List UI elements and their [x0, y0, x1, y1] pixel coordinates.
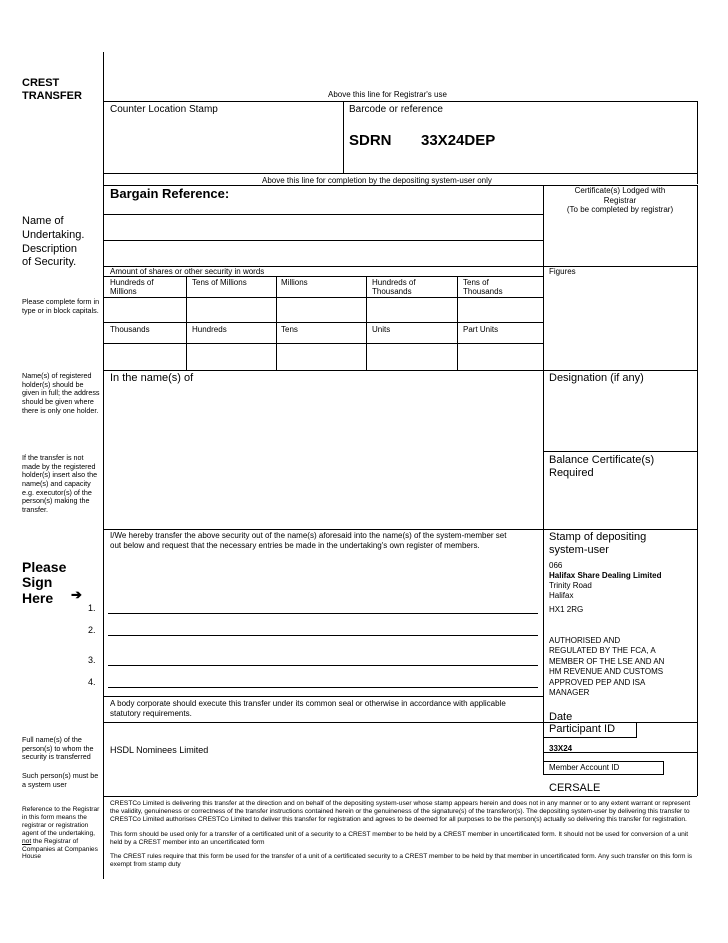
stamp-code: 066	[549, 561, 563, 570]
signature-number-3: 3.	[88, 655, 96, 665]
date-label: Date	[549, 711, 573, 723]
stamp-label: Stamp of depositing system-user	[549, 531, 647, 557]
cersale-label: CERSALE	[549, 782, 601, 794]
form-title: CREST TRANSFER	[22, 77, 82, 103]
arrow-right-icon: ➔	[71, 587, 82, 602]
body-corporate-note: A body corporate should execute this transfer under its common seal or otherwise in accordance with applicable statutory requirements.	[110, 699, 506, 718]
unit-tens: Tens	[281, 325, 298, 334]
balance-certificate-label: Balance Certificate(s) Required	[549, 454, 655, 480]
barcode-label: Barcode or reference	[349, 104, 443, 115]
field-tens-of-thousands[interactable]	[458, 298, 543, 322]
field-hundreds-of-millions[interactable]	[104, 298, 186, 322]
signature-field-1[interactable]	[108, 598, 538, 613]
counter-stamp-label: Counter Location Stamp	[110, 104, 218, 115]
field-hundreds[interactable]	[187, 344, 276, 370]
unit-hundreds: Hundreds	[192, 325, 227, 334]
field-thousands[interactable]	[104, 344, 186, 370]
signature-number-1: 1.	[88, 603, 96, 613]
unit-thousands: Thousands	[110, 325, 150, 334]
signature-field-3[interactable]	[108, 650, 538, 665]
signature-number-2: 2.	[88, 625, 96, 635]
field-hundreds-of-thousands[interactable]	[367, 298, 457, 322]
footer-para-2: This form should be used only for a transfer of a certificated unit of a security to a CREST member to be held by a CREST member in uncertificated form. It should not be used for conversion of a unit held by a CREST member into an uncertificated form	[110, 830, 689, 846]
footer-para-1: CRESTCo Limited is delivering this transfer at the direction and on behalf of the depositing system-user whose stamp appears herein and does not in any manner or to any extent warrant or represent the validity, genuineness or correctness of the transfer instructions contained herein or the genuineness of the signature(s) of the transferor(s). The depositing system-user by delivering this transfer to CRESTCo Limited authorises CRESTCo Limited to deliver this transfer for registration and agrees to be deemed for all purposes to be the person(s) actually so delivering this transfer for registration.	[110, 800, 691, 824]
authorised-text: AUTHORISED AND REGULATED BY THE FCA, A MEMBER OF THE LSE AND AN HM REVENUE AND CUSTOMS APPROVED PEP AND ISA MANAGER	[549, 636, 665, 697]
amount-words-label: Amount of shares or other security in words	[110, 267, 265, 276]
unit-hundreds-of-millions: Hundreds of Millions	[110, 278, 154, 297]
unit-millions: Millions	[281, 278, 308, 287]
stamp-address: Trinity Road Halifax HX1 2RG	[549, 581, 592, 614]
field-tens-of-millions[interactable]	[187, 298, 276, 322]
figures-label: Figures	[549, 267, 576, 276]
block-capitals-note: Please complete form in type or in block capitals.	[22, 297, 100, 315]
bargain-reference-label: Bargain Reference:	[110, 186, 230, 201]
member-account-box: Member Account ID	[543, 761, 664, 775]
footer-text	[110, 800, 695, 870]
transfer-statement: I/We hereby transfer the above security out of the name(s) aforesaid into the name(s) of the system-member set out below and request that the necessary entries be made in the undertaking's own register of members.	[110, 531, 507, 550]
field-millions[interactable]	[277, 298, 366, 322]
registrar-note: Reference to the Registrar in this form means the registrar or registration agent of the undertaking, not the Registrar of Companies at Companies House	[22, 806, 100, 861]
signature-field-4[interactable]	[108, 672, 538, 687]
barcode-value: 33X24DEP	[421, 132, 496, 149]
transfer-not-made-note: If the transfer is not made by the registered holder(s) insert also the name(s) and capacity e.g. executor(s) of the person(s) making the transfer.	[22, 453, 98, 514]
name-of-undertaking-label: Name of Undertaking. Description of Security.	[22, 215, 85, 269]
participant-id-value: 33X24	[549, 744, 573, 753]
please-sign-here: Please Sign Here	[22, 559, 67, 606]
transferee-note: Full name(s) of the person(s) to whom the security is transferred	[22, 735, 94, 762]
field-part-units[interactable]	[458, 344, 543, 370]
unit-hundreds-of-thousands: Hundreds of Thousands	[372, 278, 416, 297]
signature-field-2[interactable]	[108, 620, 538, 635]
designation-label: Designation (if any)	[549, 372, 644, 384]
holders-note: Name(s) of registered holder(s) should be given in full; the address should be given where there is only one holder.	[22, 371, 100, 415]
unit-part-units: Part Units	[463, 325, 499, 334]
barcode-value-prefix: SDRN	[349, 132, 392, 149]
stamp-company: Halifax Share Dealing Limited	[549, 571, 662, 580]
certificates-lodged-label: Certificate(s) Lodged with Registrar (To be completed by registrar)	[566, 186, 674, 215]
field-tens[interactable]	[277, 344, 366, 370]
unit-tens-of-thousands: Tens of Thousands	[463, 278, 503, 297]
participant-id-box: Participant ID	[543, 722, 637, 738]
depositing-note: Above this line for completion by the depositing system-user only	[262, 176, 492, 185]
unit-units: Units	[372, 325, 391, 334]
registrar-use-note: Above this line for Registrar's use	[328, 90, 447, 99]
signature-number-4: 4.	[88, 677, 96, 687]
in-names-label: In the name(s) of	[110, 372, 194, 384]
footer-para-3: The CREST rules require that this form be used for the transfer of a unit of a certificated security to a CREST member to be held by that member in uncertificated form. Any such transfer on this form is exempt from stamp duty	[110, 853, 693, 869]
field-units[interactable]	[367, 344, 457, 370]
system-user-note: Such person(s) must be a system user	[22, 771, 99, 789]
unit-tens-of-millions: Tens of Millions	[192, 278, 247, 287]
transferee-name: HSDL Nominees Limited	[110, 745, 209, 755]
